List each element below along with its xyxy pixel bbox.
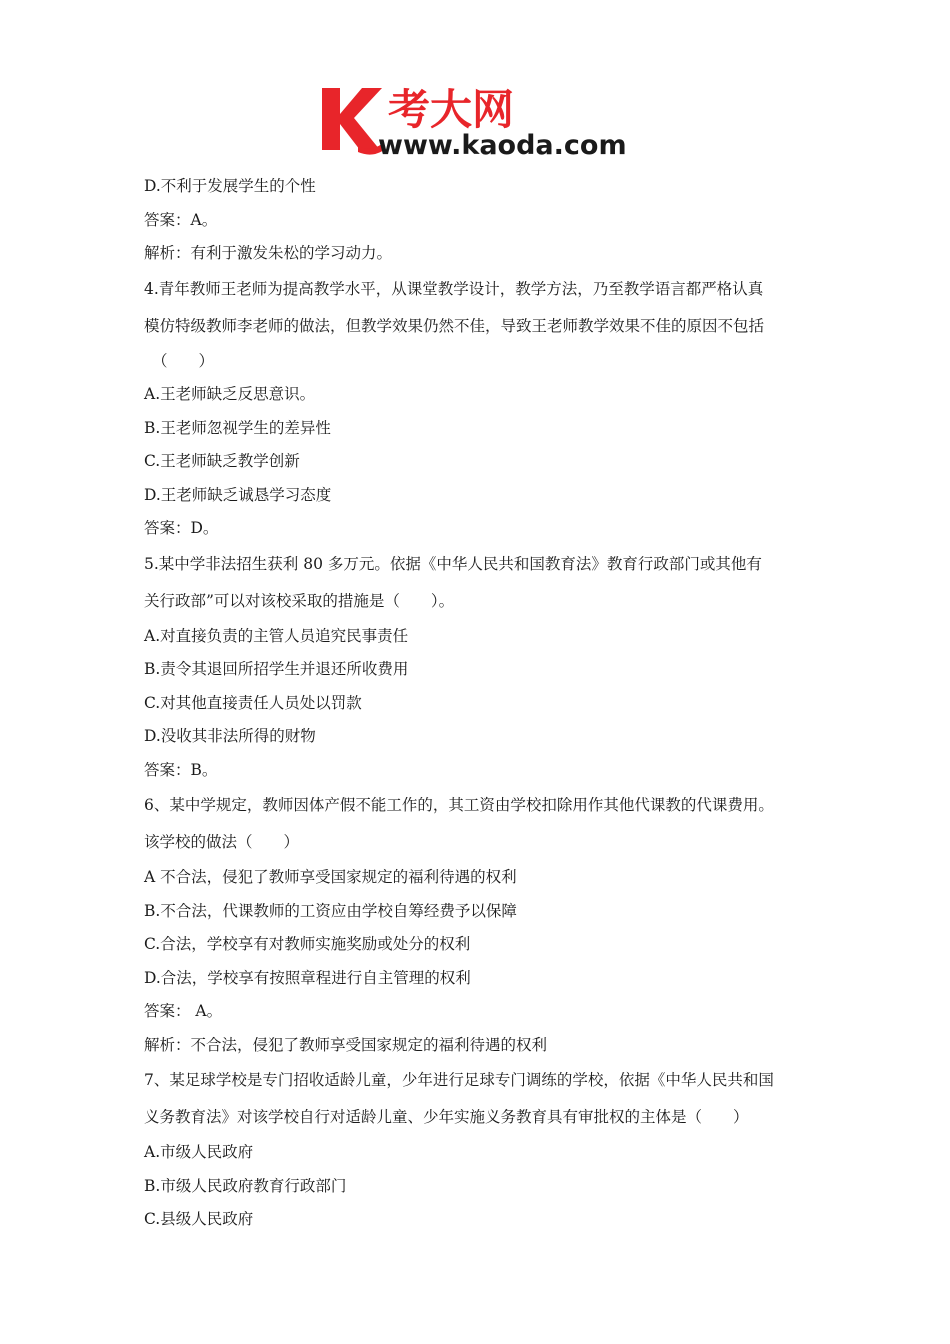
- text-line: C.县级人民政府: [144, 1210, 254, 1228]
- text-line: B.王老师忽视学生的差异性: [144, 418, 331, 437]
- text-line: B.责令其退回所招学生并退还所收费用: [144, 660, 409, 678]
- logo-k-mark: [322, 88, 382, 150]
- text-line: 解析：有利于激发朱松的学习动力。: [144, 244, 393, 262]
- kaoda-logo: [318, 80, 648, 160]
- text-line: D.不利于发展学生的个性: [144, 177, 316, 195]
- text-line: 模仿特级教师李老师的做法，但教学效果仍然不佳，导致王老师教学效果不佳的原因不包括: [144, 316, 765, 335]
- text-line: B.市级人民政府教育行政部门: [144, 1176, 347, 1195]
- text-line: 7、某足球学校是专门招收适龄儿童，少年进行足球专门调练的学校，依据《中华人民共和国: [144, 1071, 774, 1089]
- logo-cn-text: 考大网: [388, 85, 515, 134]
- text-line: 答案：A。: [144, 210, 218, 229]
- text-line: D.没收其非法所得的财物: [144, 727, 316, 745]
- text-line: 该学校的做法（ ）: [144, 833, 300, 851]
- logo-url-text: www.kaoda.com: [378, 130, 627, 160]
- text-line: （ ）: [152, 351, 215, 370]
- text-line: B.不合法，代课教师的工资应由学校自筹经费予以保障: [144, 901, 517, 920]
- text-line: 6、某中学规定，教师因体产假不能工作的，其工资由学校扣除用作其他代课教的代课费用。: [144, 796, 774, 814]
- text-line: A.王老师缺乏反思意识。: [144, 385, 316, 403]
- text-line: C.合法，学校享有对教师实施奖励或处分的权利: [144, 935, 471, 953]
- text-line: C.王老师缺乏教学创新: [144, 452, 300, 470]
- text-line: A 不合法，侵犯了教师享受国家规定的福利待遇的权利: [144, 868, 517, 886]
- text-line: 义务教育法》对该学校自行对适龄儿童、少年实施义务教育具有审批权的主体是（ ）: [144, 1108, 749, 1126]
- text-line: C.对其他直接责任人员处以罚款: [144, 693, 362, 712]
- text-line: 5.某中学非法招生获利 80 多万元。依据《中华人民共和国教育法》教育行政部门或其他有: [144, 554, 762, 573]
- document-body: [144, 170, 824, 1237]
- text-line: A.对直接负责的主管人员追究民事责任: [144, 626, 409, 645]
- text-line: D.合法，学校享有按照章程进行自主管理的权利: [144, 968, 471, 987]
- logo-graphic: [318, 80, 648, 160]
- text-line: 4.青年教师王老师为提高教学水平，从课堂教学设计，教学方法，乃至教学语言都严格认真: [144, 279, 764, 298]
- text-line: A.市级人民政府: [144, 1143, 254, 1161]
- text-line: 答案：B。: [144, 760, 218, 779]
- text-line: 关行政部”可以对该校采取的措施是（ ）。: [144, 591, 455, 610]
- text-line: 答案： A。: [144, 1002, 223, 1020]
- text-line: 解析：不合法，侵犯了教师享受国家规定的福利待遇的权利: [144, 1035, 548, 1054]
- text-line: 答案：D。: [144, 519, 219, 537]
- text-line: D.王老师缺乏诚恳学习态度: [144, 485, 332, 504]
